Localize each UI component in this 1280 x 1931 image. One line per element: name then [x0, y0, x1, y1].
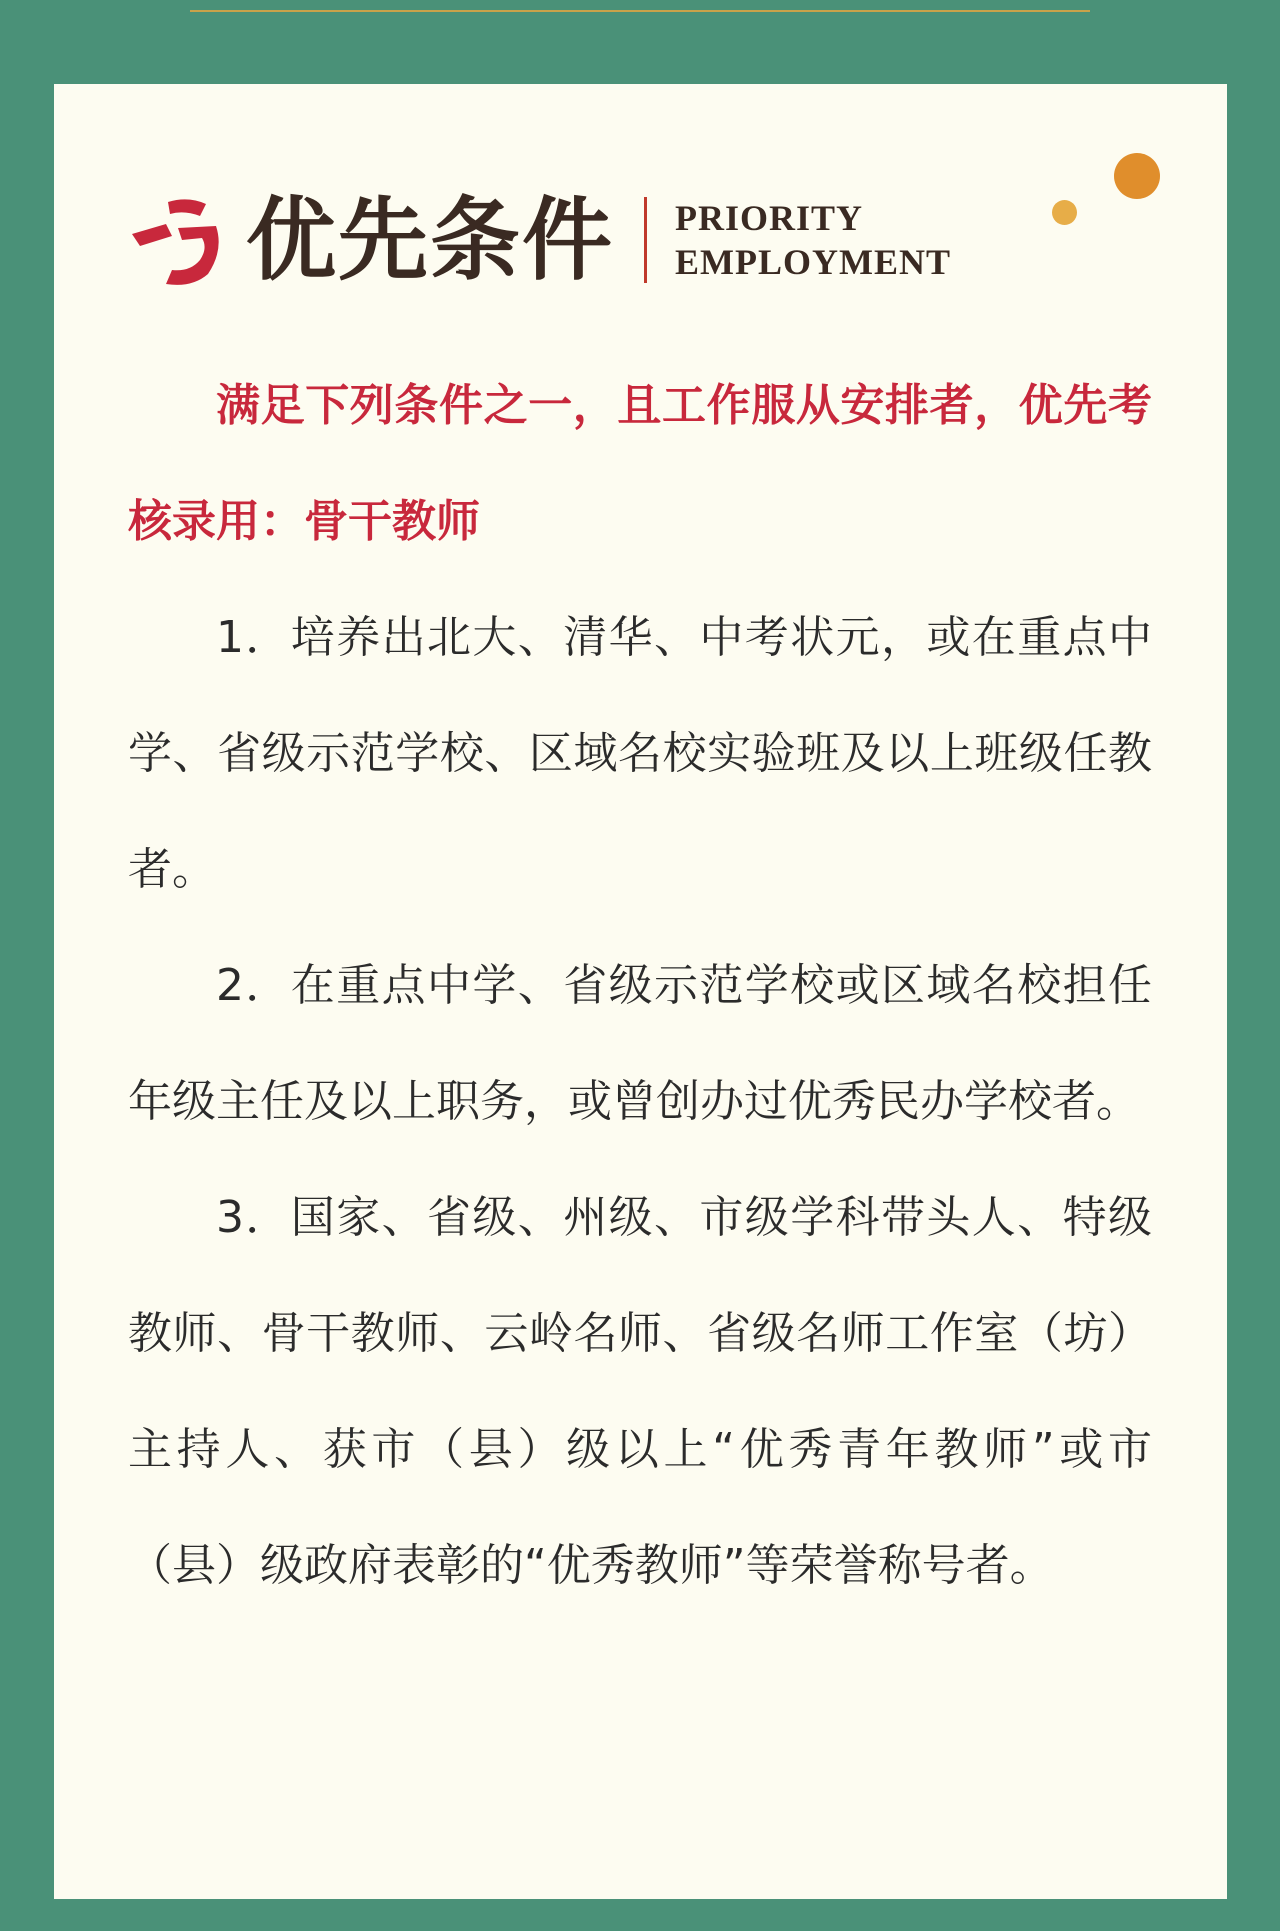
- decorative-dot-small: [1052, 200, 1077, 225]
- section-logo-icon: [128, 190, 224, 290]
- decorative-dot-large: [1114, 153, 1160, 199]
- intro-paragraph: 满足下列条件之一，且工作服从安排者，优先考核录用：骨干教师: [128, 380, 1152, 547]
- section-header: [128, 185, 951, 295]
- top-decorative-rule: [190, 10, 1090, 12]
- criteria-item-2: 2．在重点中学、省级示范学校或区域名校担任年级主任及以上职务，或曾创办过优秀民办学校者。: [128, 960, 1152, 1127]
- criteria-item-1: 1．培养出北大、清华、中考状元，或在重点中学、省级示范学校、区域名校实验班及以上班级任教者。: [128, 612, 1152, 895]
- section-title-english: [675, 196, 951, 284]
- title-english-line-2: EMPLOYMENT: [675, 242, 951, 282]
- criteria-item-3: 3．国家、省级、州级、市级学科带头人、特级教师、骨干教师、云岭名师、省级名师工作室（坊）主持人、获市（县）级以上“优秀青年教师”或市（县）级政府表彰的“优秀教师”等荣誉称号者。: [128, 1192, 1152, 1591]
- criteria-body: [128, 348, 1152, 1624]
- title-english-line-1: PRIORITY: [675, 198, 864, 238]
- section-title: 优先条件: [246, 187, 614, 293]
- title-divider: [644, 197, 647, 283]
